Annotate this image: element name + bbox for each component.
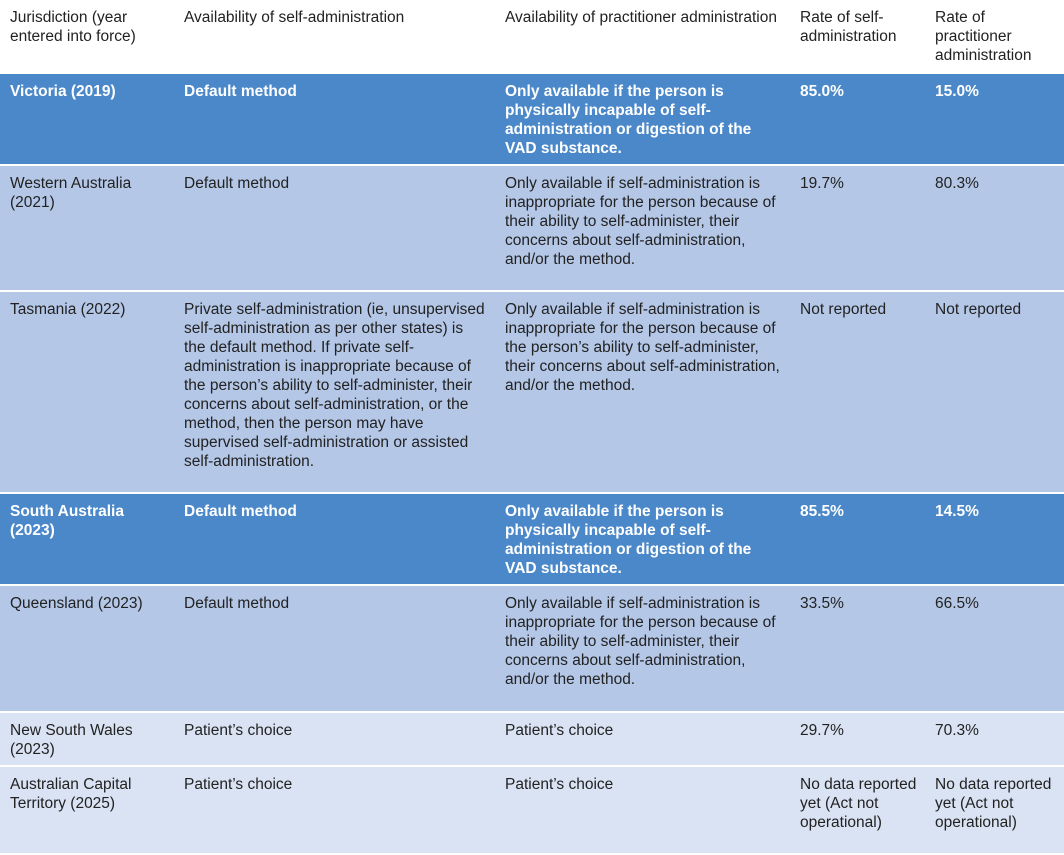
cell-self-admin: Patient’s choice — [174, 766, 495, 854]
cell-jurisdiction: Western Australia (2021) — [0, 165, 174, 291]
cell-rate-practitioner: 70.3% — [925, 712, 1064, 766]
header-jurisdiction: Jurisdiction (year entered into force) — [0, 0, 174, 73]
cell-self-admin: Default method — [174, 493, 495, 585]
cell-practitioner-admin: Patient’s choice — [495, 766, 790, 854]
cell-jurisdiction: Tasmania (2022) — [0, 291, 174, 493]
cell-rate-practitioner: 80.3% — [925, 165, 1064, 291]
cell-practitioner-admin: Only available if the person is physically incapable of self-administration or digestion of the VAD substance. — [495, 73, 790, 165]
cell-self-admin: Private self-administration (ie, unsupervised self-administration as per other states) is the default method. If private self-administration is inappropriate because of the person’s ability to self-administer, their concerns about self-administration, or the method, then the person may have supervised self-administration or assisted self-administration. — [174, 291, 495, 493]
header-practitioner-admin: Availability of practitioner administration — [495, 0, 790, 73]
cell-rate-practitioner: 15.0% — [925, 73, 1064, 165]
table-row — [0, 712, 1064, 766]
table-row — [0, 766, 1064, 854]
cell-rate-self: No data reported yet (Act not operational) — [790, 766, 925, 854]
cell-practitioner-admin: Only available if the person is physically incapable of self-administration or digestion of the VAD substance. — [495, 493, 790, 585]
table-row — [0, 291, 1064, 493]
cell-rate-self: 33.5% — [790, 585, 925, 712]
header-self-admin: Availability of self-administration — [174, 0, 495, 73]
cell-self-admin: Default method — [174, 585, 495, 712]
cell-rate-self: 85.5% — [790, 493, 925, 585]
table-row — [0, 165, 1064, 291]
cell-practitioner-admin: Only available if self-administration is inappropriate for the person because of the person’s ability to self-administer, their concerns about self-administration, and/or the method. — [495, 291, 790, 493]
cell-rate-self: 29.7% — [790, 712, 925, 766]
header-rate-self: Rate of self-administration — [790, 0, 925, 73]
cell-jurisdiction: New South Wales (2023) — [0, 712, 174, 766]
cell-rate-practitioner: 66.5% — [925, 585, 1064, 712]
header-rate-practitioner: Rate of practitioner administration — [925, 0, 1064, 73]
header-row — [0, 0, 1064, 73]
cell-practitioner-admin: Patient’s choice — [495, 712, 790, 766]
cell-rate-self: 19.7% — [790, 165, 925, 291]
cell-self-admin: Patient’s choice — [174, 712, 495, 766]
cell-rate-self: Not reported — [790, 291, 925, 493]
cell-jurisdiction: Australian Capital Territory (2025) — [0, 766, 174, 854]
cell-rate-practitioner: Not reported — [925, 291, 1064, 493]
cell-self-admin: Default method — [174, 165, 495, 291]
table-row — [0, 73, 1064, 165]
cell-practitioner-admin: Only available if self-administration is inappropriate for the person because of their ability to self-administer, their concerns about self-administration, and/or the method. — [495, 585, 790, 712]
cell-rate-practitioner: 14.5% — [925, 493, 1064, 585]
cell-practitioner-admin: Only available if self-administration is inappropriate for the person because of their ability to self-administer, their concerns about self-administration, and/or the method. — [495, 165, 790, 291]
cell-self-admin: Default method — [174, 73, 495, 165]
cell-rate-practitioner: No data reported yet (Act not operational) — [925, 766, 1064, 854]
cell-jurisdiction: Queensland (2023) — [0, 585, 174, 712]
cell-jurisdiction: Victoria (2019) — [0, 73, 174, 165]
cell-rate-self: 85.0% — [790, 73, 925, 165]
cell-jurisdiction: South Australia (2023) — [0, 493, 174, 585]
table-row — [0, 493, 1064, 585]
table-row — [0, 585, 1064, 712]
